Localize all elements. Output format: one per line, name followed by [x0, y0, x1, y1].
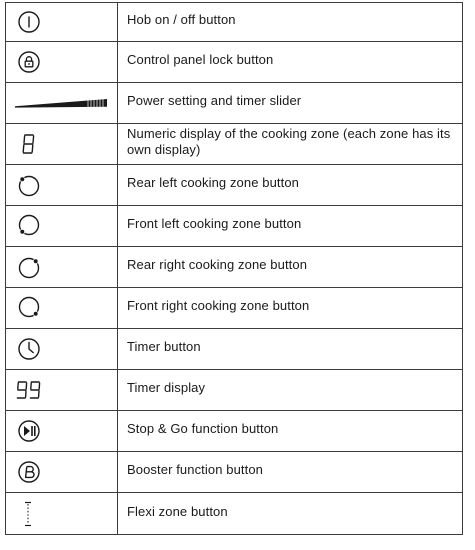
legend-description: Front right cooking zone button — [118, 288, 463, 329]
legend-icon-cell — [6, 288, 118, 329]
slider-icon — [14, 95, 109, 111]
lock-icon — [16, 48, 46, 76]
legend-icon-cell — [6, 83, 118, 124]
flexi-zone-icon — [16, 500, 46, 528]
legend-icon-cell — [6, 3, 118, 42]
rear-right-zone-icon — [16, 253, 46, 281]
power-icon — [16, 8, 46, 36]
play-pause-icon — [16, 417, 46, 445]
legend-row — [6, 411, 463, 452]
legend-row — [6, 83, 463, 124]
legend-description: Stop & Go function button — [118, 411, 463, 452]
legend-icon-cell — [6, 206, 118, 247]
front-right-zone-icon — [16, 294, 46, 322]
legend-row — [6, 165, 463, 206]
legend-description: Numeric display of the cooking zone (each zone has its own display) — [118, 124, 463, 165]
legend-row — [6, 42, 463, 83]
legend-icon-cell — [6, 124, 118, 165]
legend-row — [6, 329, 463, 370]
legend-icon-cell — [6, 42, 118, 83]
legend-description: Front left cooking zone button — [118, 206, 463, 247]
legend-row — [6, 452, 463, 493]
legend-icon-cell — [6, 247, 118, 288]
legend-row — [6, 247, 463, 288]
legend-description: Control panel lock button — [118, 42, 463, 83]
legend-row — [6, 288, 463, 329]
legend-description: Hob on / off button — [118, 3, 463, 42]
front-left-zone-icon — [16, 212, 46, 240]
legend-description: Rear left cooking zone button — [118, 165, 463, 206]
rear-left-zone-icon — [16, 171, 46, 199]
legend-description: Timer display — [118, 370, 463, 411]
booster-icon — [16, 458, 46, 486]
legend-description: Flexi zone button — [118, 493, 463, 535]
legend-row — [6, 206, 463, 247]
legend-row — [6, 3, 463, 42]
legend-description: Rear right cooking zone button — [118, 247, 463, 288]
clock-icon — [16, 335, 46, 363]
legend-icon-cell — [6, 411, 118, 452]
legend-description: Timer button — [118, 329, 463, 370]
legend-icon-cell — [6, 493, 118, 535]
symbol-legend-table — [5, 2, 463, 535]
legend-row — [6, 493, 463, 535]
timer-display-icon — [16, 376, 46, 404]
legend-row — [6, 370, 463, 411]
legend-description: Power setting and timer slider — [118, 83, 463, 124]
digit-display-icon — [16, 130, 46, 158]
legend-icon-cell — [6, 452, 118, 493]
legend-row — [6, 124, 463, 165]
legend-icon-cell — [6, 165, 118, 206]
legend-icon-cell — [6, 370, 118, 411]
legend-icon-cell — [6, 329, 118, 370]
legend-description: Booster function button — [118, 452, 463, 493]
